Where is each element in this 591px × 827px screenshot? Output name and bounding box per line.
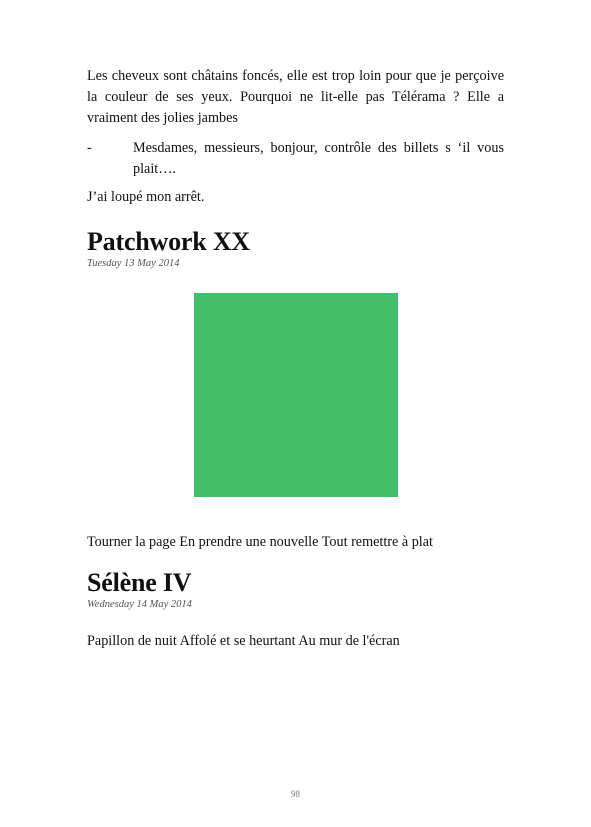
post-date: Tuesday 13 May 2014 bbox=[87, 258, 180, 269]
dialogue-text: Mesdames, messieurs, bonjour, contrôle des billets s ‘il vous plait…. bbox=[133, 140, 504, 177]
post-body: Tourner la page En prendre une nouvelle Tout remettre à plat bbox=[87, 534, 433, 550]
dialogue-line bbox=[87, 138, 504, 180]
post-body: Papillon de nuit Affolé et se heurtant Au mur de l'écran bbox=[87, 633, 400, 649]
intro-paragraph: Les cheveux sont châtains foncés, elle est trop loin pour que je perçoive la couleur de ses yeux. Pourquoi ne lit-elle pas Télérama ? Elle a vraiment des jolies jambes bbox=[87, 68, 504, 126]
page-number: 98 bbox=[291, 789, 300, 799]
post-image bbox=[194, 293, 398, 497]
post-title: Sélène IV bbox=[87, 568, 192, 597]
post-title: Patchwork XX bbox=[87, 227, 250, 256]
page-content bbox=[87, 66, 504, 652]
closing-paragraph: J’ai loupé mon arrêt. bbox=[87, 189, 205, 205]
post-image-wrap bbox=[87, 293, 504, 497]
dialogue-dash: - bbox=[87, 140, 92, 156]
post-date: Wednesday 14 May 2014 bbox=[87, 599, 192, 610]
